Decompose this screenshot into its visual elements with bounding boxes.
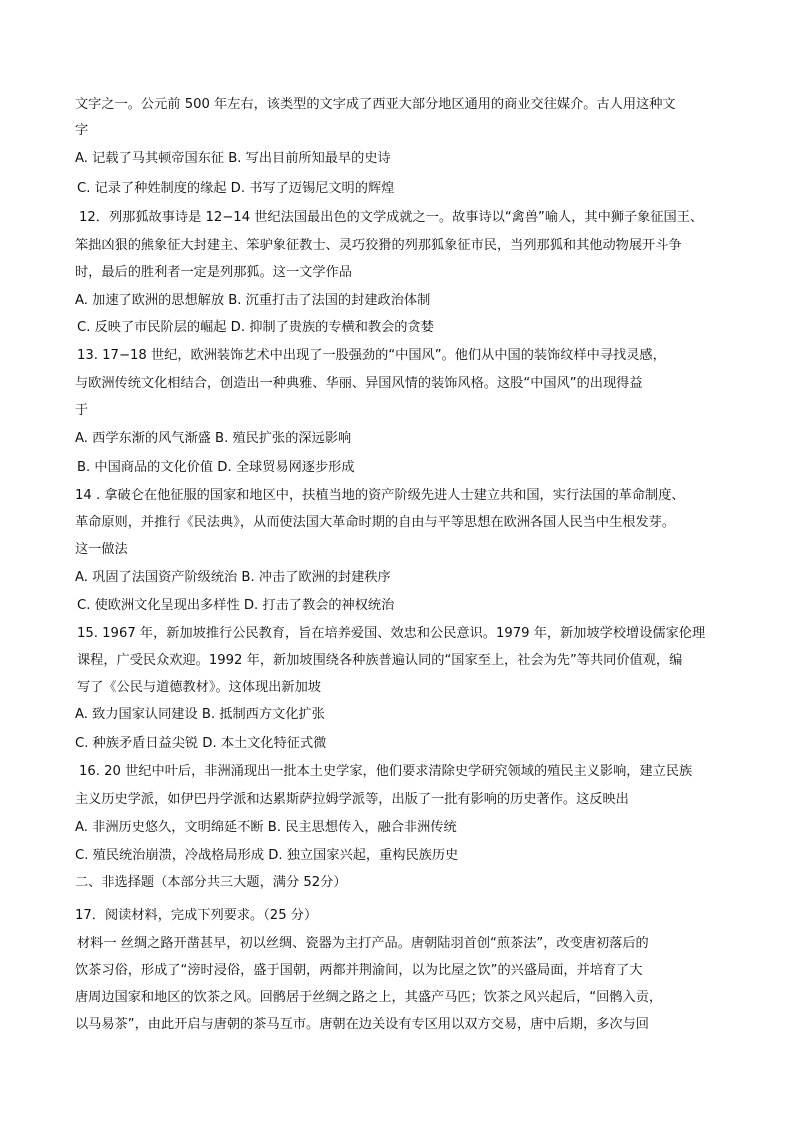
option-line: C. 记录了种姓制度的缘起 D. 书写了迈锡尼文明的辉煌 (77, 181, 395, 196)
text-line: 主义历史学派，如伊巴丹学派和达累斯萨拉姆学派等，出版了一批有影响的历史著作。这反映出 (75, 792, 629, 807)
question-16: 16. 20 世纪中叶后，非洲涌现出一批本土史学家，他们要求清除史学研究领域的殖民主义影响，建立民族 (79, 764, 693, 779)
option-line: A. 加速了欧洲的思想解放 B. 沉重打击了法国的封建政治体制 (75, 293, 431, 308)
option-line: A. 西学东渐的风气渐盛 B. 殖民扩张的深远影响 (75, 431, 352, 446)
question-14: 14 . 拿破仑在他征服的国家和地区中，扶植当地的资产阶级先进人士建立共和国，实行法国的革命制度、 (75, 488, 685, 503)
text-line: 以马易茶”，由此开启与唐朝的茶马互市。唐朝在边关设有专区用以双方交易，唐中后期，多次与回 (75, 1017, 649, 1032)
text-line: 字 (75, 123, 89, 138)
text-line: 与欧洲传统文化相结合，创造出一种典雅、华丽、异国风情的装饰风格。这股“中国风”的出现得益 (75, 376, 643, 391)
question-17: 17．阅读材料，完成下列要求。（25 分） (75, 908, 318, 923)
text-line: 笨拙凶狠的熊象征大封建主、笨驴象征教士、灵巧狡猾的列那狐象征市民，当列那狐和其他动物展开斗争 (75, 238, 682, 253)
text-line: 革命原则，并推行《民法典》，从而使法国大革命时期的自由与平等思想在欧洲各国人民当中生根发芽。 (75, 515, 676, 530)
text-line: 写了《公民与道德教材》。这体现出新加坡 (77, 680, 321, 695)
question-13: 13. 17−18 世纪，欧洲装饰艺术中出现了一股强劲的“中国风”。他们从中国的装饰纹样中寻找灵感， (77, 348, 666, 363)
text-line: 时，最后的胜利者一定是列那狐。这一文学作品 (75, 265, 352, 280)
question-15: 15. 1967 年，新加坡推行公民教育，旨在培养爱国、效忠和公民意识。1979 年，新加坡学校增设儒家伦理 (77, 626, 706, 641)
text-line: 唐周边国家和地区的饮茶之风。回鹘居于丝绸之路之上，其盛产马匹；饮茶之风兴起后，“回鹘入贡， (75, 990, 663, 1005)
option-line: A. 巩固了法国资产阶级统治 B. 冲击了欧洲的封建秩序 (75, 570, 391, 585)
text-line: 这一做法 (75, 542, 128, 557)
text-line: 于 (75, 403, 89, 418)
text-line: 饮茶习俗，形成了“滂时浸俗，盛于国朝，两都并荆渝间，以为比屋之饮”的兴盛局面，并培育了大 (75, 963, 643, 978)
option-line: C. 反映了市民阶层的崛起 D. 抑制了贵族的专横和教会的贪婪 (77, 320, 434, 335)
option-line: A. 致力国家认同建设 B. 抵制西方文化扩张 (75, 707, 325, 722)
option-line: B. 中国商品的文化价值 D. 全球贸易网逐步形成 (77, 460, 355, 475)
text-line: 课程，广受民众欢迎。1992 年，新加坡围绕各种族普遍认同的“国家至上，社会为先”等共同价值观，编 (77, 653, 683, 668)
option-line: A. 记载了马其顿帝国东征 B. 写出目前所知最早的史诗 (75, 151, 391, 166)
option-line: C. 殖民统治崩溃，冷战格局形成 D. 独立国家兴起，重构民族历史 (75, 848, 459, 863)
option-line: C. 使欧洲文化呈现出多样性 D. 打击了教会的神权统治 (77, 598, 395, 613)
text-line: 文字之一。公元前 500 年左右，该类型的文字成了西亚大部分地区通用的商业交往媒介。古人用这种文 (75, 97, 676, 112)
material-1: 材料一 丝绸之路开凿甚早，初以丝绸、瓷器为主打产品。唐朝陆羽首创“煎茶法”，改变唐初落后的 (77, 936, 649, 951)
option-line: C. 种族矛盾日益尖锐 D. 本土文化特征式微 (75, 736, 327, 751)
section-heading: 二、非选择题（本部分共三大题，满分 52分） (75, 875, 347, 890)
option-line: A. 非洲历史悠久，文明绵延不断 B. 民主思想传入，融合非洲传统 (75, 820, 457, 835)
question-12: 12．列那狐故事诗是 12−14 世纪法国最出色的文学成就之一。故事诗以“禽兽”喻人，其中狮子象征国王、 (79, 210, 704, 225)
